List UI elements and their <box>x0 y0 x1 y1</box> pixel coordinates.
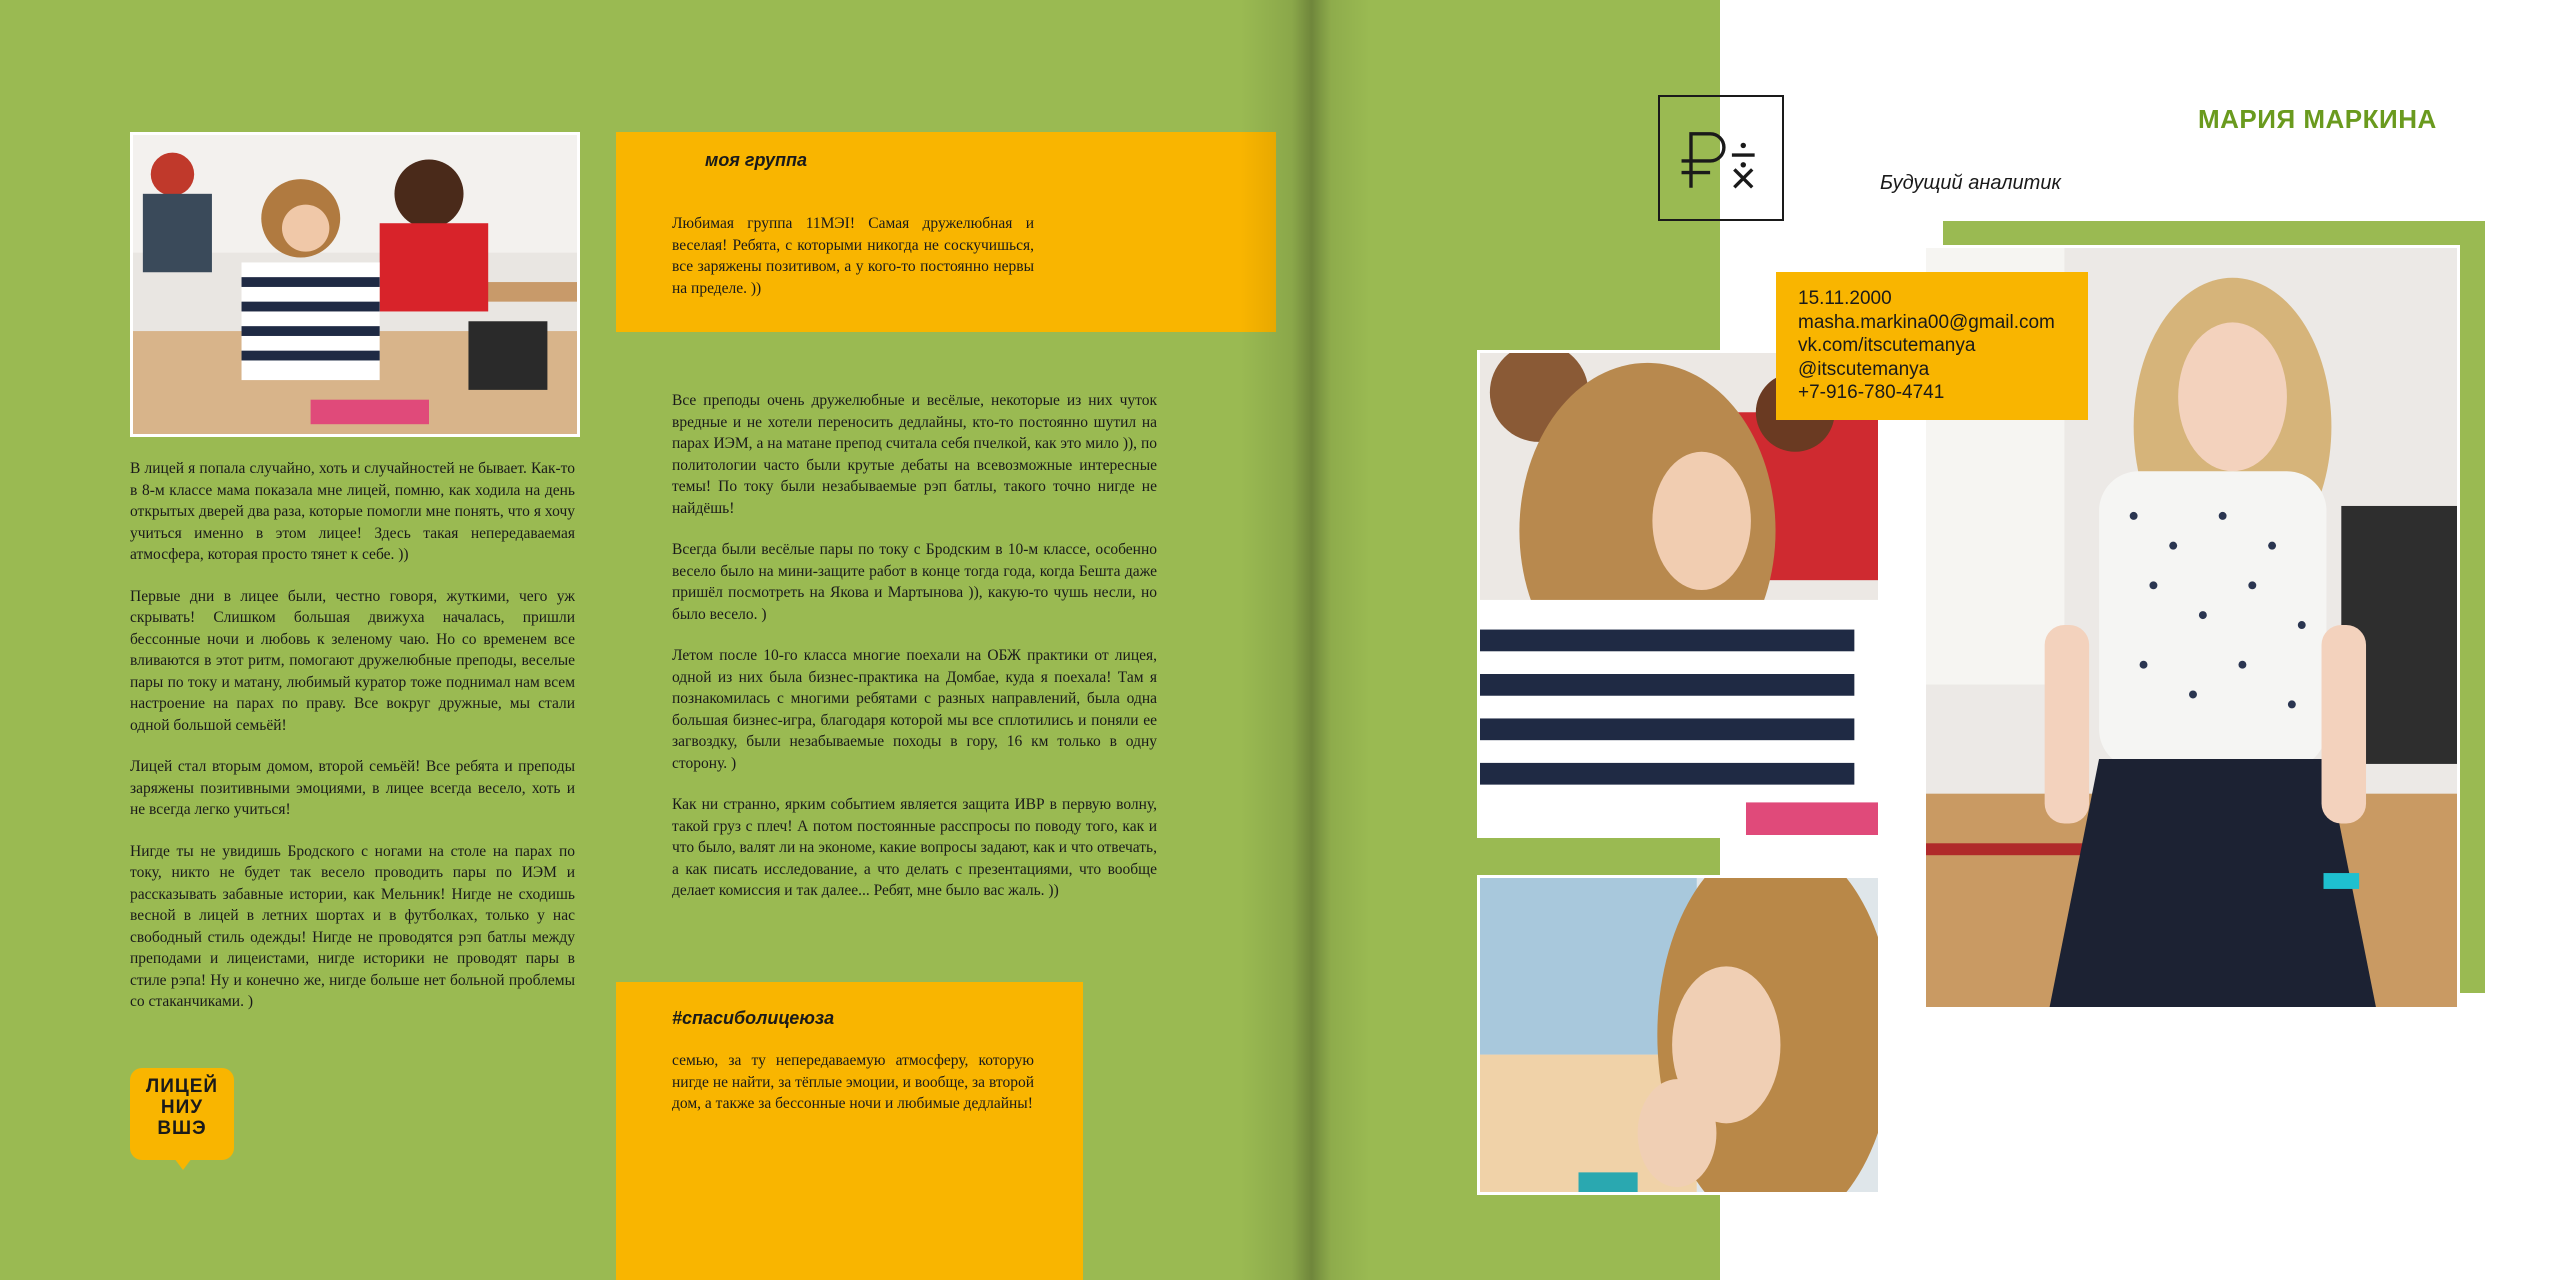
phone-number: +7-916-780-4741 <box>1798 382 1945 403</box>
contacts-list <box>1798 287 2055 405</box>
my-group-text: Любимая группа 11МЭI! Самая дружелюбная и веселая! Ребята, с которыми никогда не соскучишься, все заряжены позитивом, а у кого-то постоянно нервы на пределе. )) <box>672 215 1034 297</box>
middle-text <box>672 390 1157 922</box>
ruble-icon-box <box>1658 95 1784 221</box>
middle-paragraph: Летом после 10-го класса многие поехали на ОБЖ практики от лицея, одной из них была бизнес-практика на Домбае, куда я поехала! Там я познакомилась с многими ребятами с разных направлений, была одна большая бизнес-игра, благодаря которой мы все сплотились и поняли ее загвоздку, были незабываемые походы в гору, 16 км только в одну сторону. ) <box>672 647 1157 772</box>
person-name: МАРИЯ МАРКИНА <box>2198 104 2437 134</box>
logo-line: ЛИЦЕЙ <box>145 1076 219 1097</box>
social-handle: @itscutemanya <box>1798 358 1930 380</box>
intro-paragraph: В лицей я попала случайно, хоть и случайностей не бывает. Как-то в 8-м классе мама показала мне лицей, помню, как ходила на день открытых дверей два раза, которые помогли мне понять, что я хочу учиться именно в этом лицее! Здесь такая непередаваемая атмосфера, которая просто тянет к себе. )) <box>130 460 575 563</box>
ruble-divide-multiply-icon <box>1660 97 1782 219</box>
intro-text <box>130 458 575 1033</box>
student-pensive-photo <box>1477 875 1881 1195</box>
logo-line: НИУ <box>160 1097 204 1118</box>
middle-paragraph: Всегда были весёлые пары по току с Бродским в 10-м классе, особенно весело было на мини-защите работ в конце тогда года, когда Бешта даже пришёл посмотреть на Якова и Мартынова )), какую-то чушь несли, но было весело. ) <box>672 541 1157 623</box>
logo-pointer-shape <box>174 1158 192 1170</box>
email-link[interactable]: masha.markina00@gmail.com <box>1798 311 2055 333</box>
logo-line: ВШЭ <box>157 1118 207 1139</box>
middle-paragraph: Все преподы очень дружелюбные и весёлые, некоторые из них чуток вредные и не хотели переносить дедлайны, кто-то постоянно шутил на парах ИЭМ, а на матане препод считала себя пчелкой, как это мило )), по политологии часто были крутые дебаты на всевозможные интересные темы! По току были незабываемые рэп батлы, такого точно нигде не найдёшь! <box>672 392 1157 517</box>
intro-paragraph: Первые дни в лицее были, честно говоря, жуткими, чего уж скрывать! Слишком большая движуха началась, пришли бессонные ночи и любовь к зеленому чаю. Но со временем все вливаются в этот ритм, помогают дружелюбные преподы, веселые пары по току и матану, любимый куратор тоже поднимал нам всем настроение на парах по праву. Все вокруг дружные, мы стали одной большой семьёй! <box>130 587 575 734</box>
intro-paragraph: Лицей стал вторым домом, второй семьёй! Все ребята и преподы заряжены позитивными эмоциями, в лицее всегда весело, хоть и не всегда легко учиться! <box>130 758 575 818</box>
vk-link[interactable]: vk.com/itscutemanya <box>1798 335 1976 356</box>
thanks-text: семью, за ту непередаваемую атмосферу, которую нигде не найти, за тёплые эмоции, и вообще, за второй дом, а также за бессонные ночи и любимые дедлайны! <box>672 1052 1034 1112</box>
birth-date: 15.11.2000 <box>1798 288 1892 309</box>
classroom-photo-top-left <box>130 132 580 437</box>
middle-paragraph: Как ни странно, ярким событием является защита ИВР в первую волну, такой груз с плеч! А потом постоянные расспросы по поводу того, как и что было, валят ли на экономе, какие вопросы задают, как и что отвечать, а как писать исследование, а что делать с презентациями, что вообще делает комиссия и так далее... Ребят, мне было вас жаль. )) <box>672 796 1157 899</box>
intro-paragraph: Нигде ты не увидишь Бродского с ногами на столе на парах по току, никто не будет так весело проводить пары по ИЭМ и рассказывать забавные истории, как Мельник! Нигде не сходишь весной в лицей в летних шортах и в футболках, только у нас свободный стиль одежды! Нигде не проводятся рэп батлы между преподами и лицеистами, нигде историки не проводят пары в стиле рэпа! Ну и конечно же, нигде больше нет больной проблемы со стаканчиками. ) <box>130 842 575 1010</box>
student-side-profile-photo <box>1477 350 1881 838</box>
thanks-heading: #спасиболицеюза <box>672 1008 835 1028</box>
lyceum-logo <box>130 1068 234 1160</box>
my-group-heading: моя группа <box>705 150 808 170</box>
spine-shadow <box>1240 0 1370 1280</box>
person-role: Будущий аналитик <box>1880 172 2061 194</box>
